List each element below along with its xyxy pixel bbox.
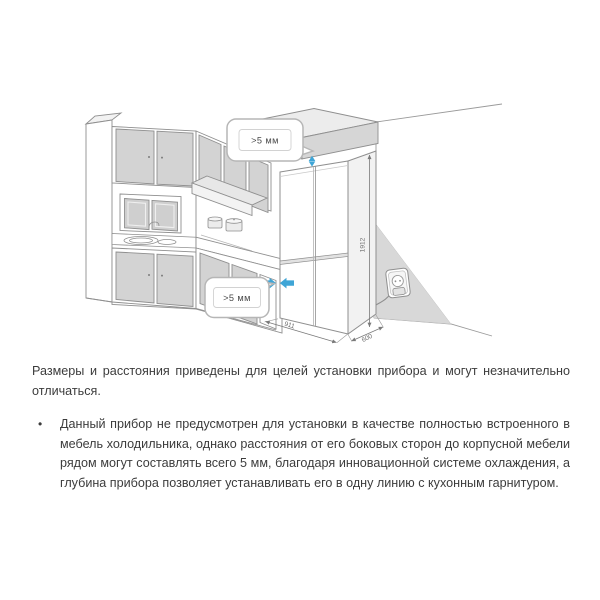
depth-dimension-label: 600 [360,332,374,345]
bullet-item [32,415,570,493]
clearance-callout-top [227,119,313,161]
height-dimension-label: 1912 [359,237,367,253]
kitchen-window [120,194,181,233]
callout-side-label: >5 мм [223,293,251,303]
width-dimension-label: 911 [283,320,296,331]
intro-paragraph: Размеры и расстояния приведены для целей установки прибора и могут незначительно отличаться. [32,364,570,398]
bullet-text: Данный прибор не предусмотрен для установки в качестве полностью встроенного в мебель холодильника, однако расстояния от его боковых сторон до корпусной мебели рядом могут составлять всего 5 мм, благодаря инновационной системе охлаждения, а глубина прибора позволяет устанавливать его в одну линию с кухонным гарнитуром. [60,417,570,490]
lower-cabinets-left [112,248,196,309]
upper-cabinets-left [112,127,196,188]
wall-shade-triangle [374,221,452,324]
manual-text-block [0,356,600,493]
bullet-marker: • [38,417,43,431]
callout-top-label: >5 мм [251,135,279,146]
clearance-callout-side [205,278,274,318]
